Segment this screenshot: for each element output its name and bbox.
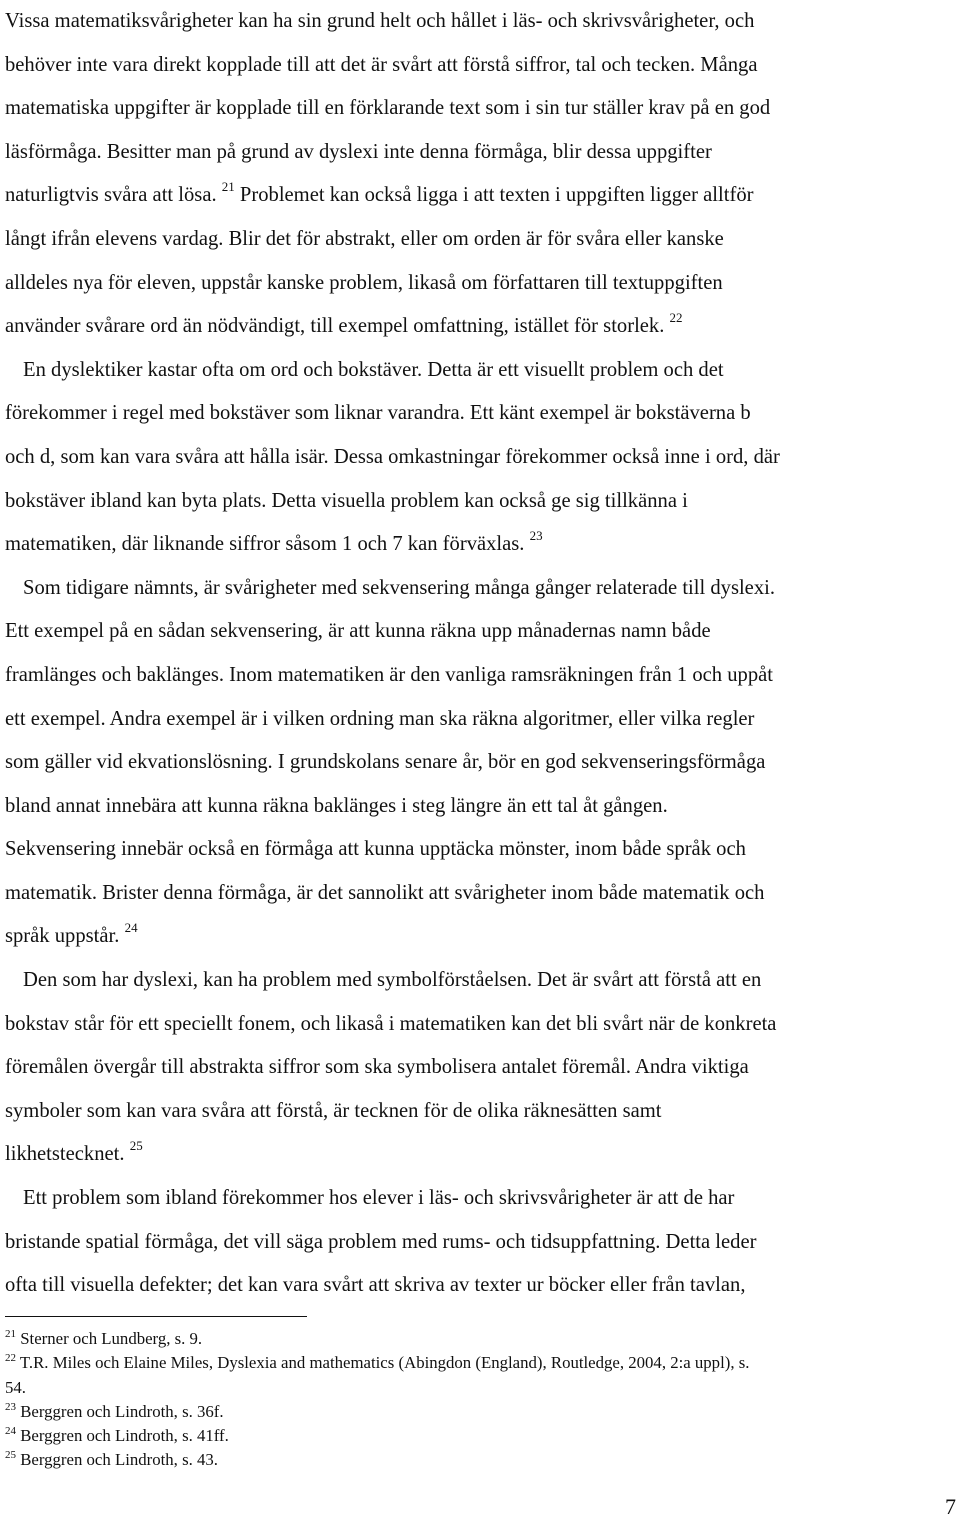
- text-line: [5, 828, 955, 872]
- line-text: använder svårare ord än nödvändigt, till exempel omfattning, istället för storlek.: [5, 315, 665, 338]
- line-text: läsförmåga. Besitter man på grund av dyslexi inte denna förmåga, blir dessa uppgifter: [5, 140, 712, 163]
- footnote-reference[interactable]: 22: [669, 310, 683, 326]
- text-line: [5, 959, 955, 1003]
- footnote-number: 21: [5, 1328, 16, 1340]
- text-line: [5, 0, 955, 44]
- paragraph: [5, 959, 955, 1177]
- line-text: Vissa matematiksvårigheter kan ha sin grund helt och hållet i läs- och skrivsvårigheter, och: [5, 10, 755, 32]
- text-line: [5, 915, 955, 959]
- footnote-separator: [5, 1316, 307, 1317]
- line-text: långt ifrån elevens vardag. Blir det för abstrakt, eller om orden är för svåra eller kanske: [5, 227, 724, 250]
- footnote-text: Berggren och Lindroth, s. 41ff.: [20, 1426, 229, 1446]
- body-text: [5, 0, 955, 1308]
- footnote-text: Berggren och Lindroth, s. 36f.: [20, 1401, 224, 1421]
- text-line: [5, 654, 955, 698]
- text-line: [5, 1133, 955, 1177]
- text-line: [5, 567, 955, 611]
- line-text: Ett problem som ibland förekommer hos elever i läs- och skrivsvårigheter är att de har: [23, 1187, 735, 1210]
- footnote-text: Sterner och Lundberg, s. 9.: [20, 1329, 203, 1348]
- line-text: som gäller vid ekvationslösning. I grundskolans senare år, bör en god sekvenseringsförmåga: [5, 751, 766, 774]
- footnote: [5, 1351, 955, 1375]
- text-line: [5, 262, 955, 306]
- line-text: ofta till visuella defekter; det kan vara svårt att skriva av texter ur böcker eller från tavlan,: [5, 1274, 746, 1297]
- line-text: behöver inte vara direkt kopplade till att det är svårt att förstå siffror, tal och tecken. Många: [5, 53, 758, 76]
- footnote-number: 22: [5, 1352, 16, 1365]
- line-text: matematik. Brister denna förmåga, är det sannolikt att svårigheter inom både matematik och: [5, 881, 765, 904]
- line-text: matematiska uppgifter är kopplade till en förklarande text som i sin tur ställer krav på en god: [5, 97, 771, 120]
- line-text: bland annat innebära att kunna räkna baklänges i steg längre än ett tal åt gången.: [5, 794, 668, 817]
- footnote-number: 23: [5, 1400, 16, 1413]
- line-text: Den som har dyslexi, kan ha problem med symbolförståelsen. Det är svårt att förstå att en: [23, 969, 762, 992]
- line-text: bokstäver ibland kan byta plats. Detta visuella problem kan också ge sig tillkänna i: [5, 489, 688, 512]
- text-line: [5, 436, 955, 480]
- line-text: Ett exempel på en sådan sekvensering, är att kunna räkna upp månadernas namn både: [5, 620, 711, 643]
- text-line: [5, 1046, 955, 1090]
- footnote-reference[interactable]: 24: [124, 920, 138, 936]
- line-text: ett exempel. Andra exempel är i vilken ordning man ska räkna algoritmer, eller vilka regler: [5, 707, 755, 730]
- line-text: matematiken, där liknande siffror såsom 1 och 7 kan förväxlas.: [5, 533, 525, 556]
- footnote: [5, 1400, 955, 1424]
- line-text: bokstav står för ett speciellt fonem, och likaså i matematiken kan det bli svårt när de konkreta: [5, 1012, 777, 1035]
- line-text: symboler som kan vara svåra att förstå, är tecknen för de olika räknesätten samt: [5, 1099, 662, 1122]
- line-text: och d, som kan vara svåra att hålla isär. Dessa omkastningar förekommer också inne i ord, där: [5, 445, 780, 468]
- footnote-reference[interactable]: 23: [529, 528, 543, 544]
- text-line: [5, 218, 955, 262]
- line-text: En dyslektiker kastar ofta om ord och bokstäver. Detta är ett visuellt problem och det: [23, 358, 724, 381]
- text-line: [5, 44, 955, 88]
- text-line: [5, 523, 955, 567]
- line-text: föremålen övergår till abstrakta siffror som ska symbolisera antalet föremål. Andra viktiga: [5, 1056, 749, 1079]
- line-text: språk uppstår.: [5, 925, 120, 948]
- text-line: [5, 741, 955, 785]
- text-line: [5, 1221, 955, 1265]
- line-text: likhetstecknet.: [5, 1143, 125, 1166]
- text-line: [5, 610, 955, 654]
- footnote-number: 25: [5, 1449, 16, 1462]
- text-line: [5, 174, 955, 218]
- text-line: [5, 349, 955, 393]
- line-text: naturligtvis svåra att lösa.: [5, 184, 217, 207]
- text-line: [5, 872, 955, 916]
- page-number: 7: [945, 1494, 956, 1519]
- footnote: [5, 1424, 955, 1448]
- text-line: [5, 87, 955, 131]
- line-text: alldeles nya för eleven, uppstår kanske problem, likaså om författaren till textuppgiften: [5, 271, 723, 294]
- footnote-text: 54.: [5, 1377, 26, 1397]
- text-line: [5, 305, 955, 349]
- text-line: [5, 480, 955, 524]
- paragraph: [5, 0, 955, 349]
- footnote-number: 24: [5, 1425, 16, 1438]
- line-text: förekommer i regel med bokstäver som liknar varandra. Ett känt exempel är bokstäverna b: [5, 402, 751, 425]
- text-line: [5, 1177, 955, 1221]
- text-line: [5, 1264, 955, 1308]
- paragraph: [5, 567, 955, 959]
- line-text: Problemet kan också ligga i att texten i uppgiften ligger alltför: [234, 184, 754, 207]
- text-line: [5, 785, 955, 829]
- text-line: [5, 1090, 955, 1134]
- footnote: [5, 1448, 955, 1472]
- line-text: Sekvensering innebär också en förmåga att kunna upptäcka mönster, inom både språk och: [5, 838, 746, 861]
- line-text: Som tidigare nämnts, är svårigheter med sekvensering många gånger relaterade till dyslexi.: [23, 576, 775, 599]
- text-line: [5, 131, 955, 175]
- text-line: [5, 392, 955, 436]
- text-line: [5, 1003, 955, 1047]
- text-line: [5, 698, 955, 742]
- footnote: [5, 1376, 955, 1400]
- footnote-reference[interactable]: 21: [221, 179, 235, 195]
- paragraph: [5, 1177, 955, 1308]
- paragraph: [5, 349, 955, 567]
- footnotes: [5, 1327, 955, 1473]
- footnote-text: Berggren och Lindroth, s. 43.: [20, 1450, 218, 1470]
- footnote-reference[interactable]: 25: [129, 1138, 143, 1154]
- footnote-text: T.R. Miles och Elaine Miles, Dyslexia and mathematics (Abingdon (England), Routledge, 2004, 2:a uppl), s.: [19, 1353, 750, 1373]
- line-text: bristande spatial förmåga, det vill säga problem med rums- och tidsuppfattning. Detta leder: [5, 1230, 757, 1253]
- line-text: framlänges och baklänges. Inom matematiken är den vanliga ramsräkningen från 1 och uppåt: [5, 663, 773, 686]
- footnote: [5, 1327, 955, 1351]
